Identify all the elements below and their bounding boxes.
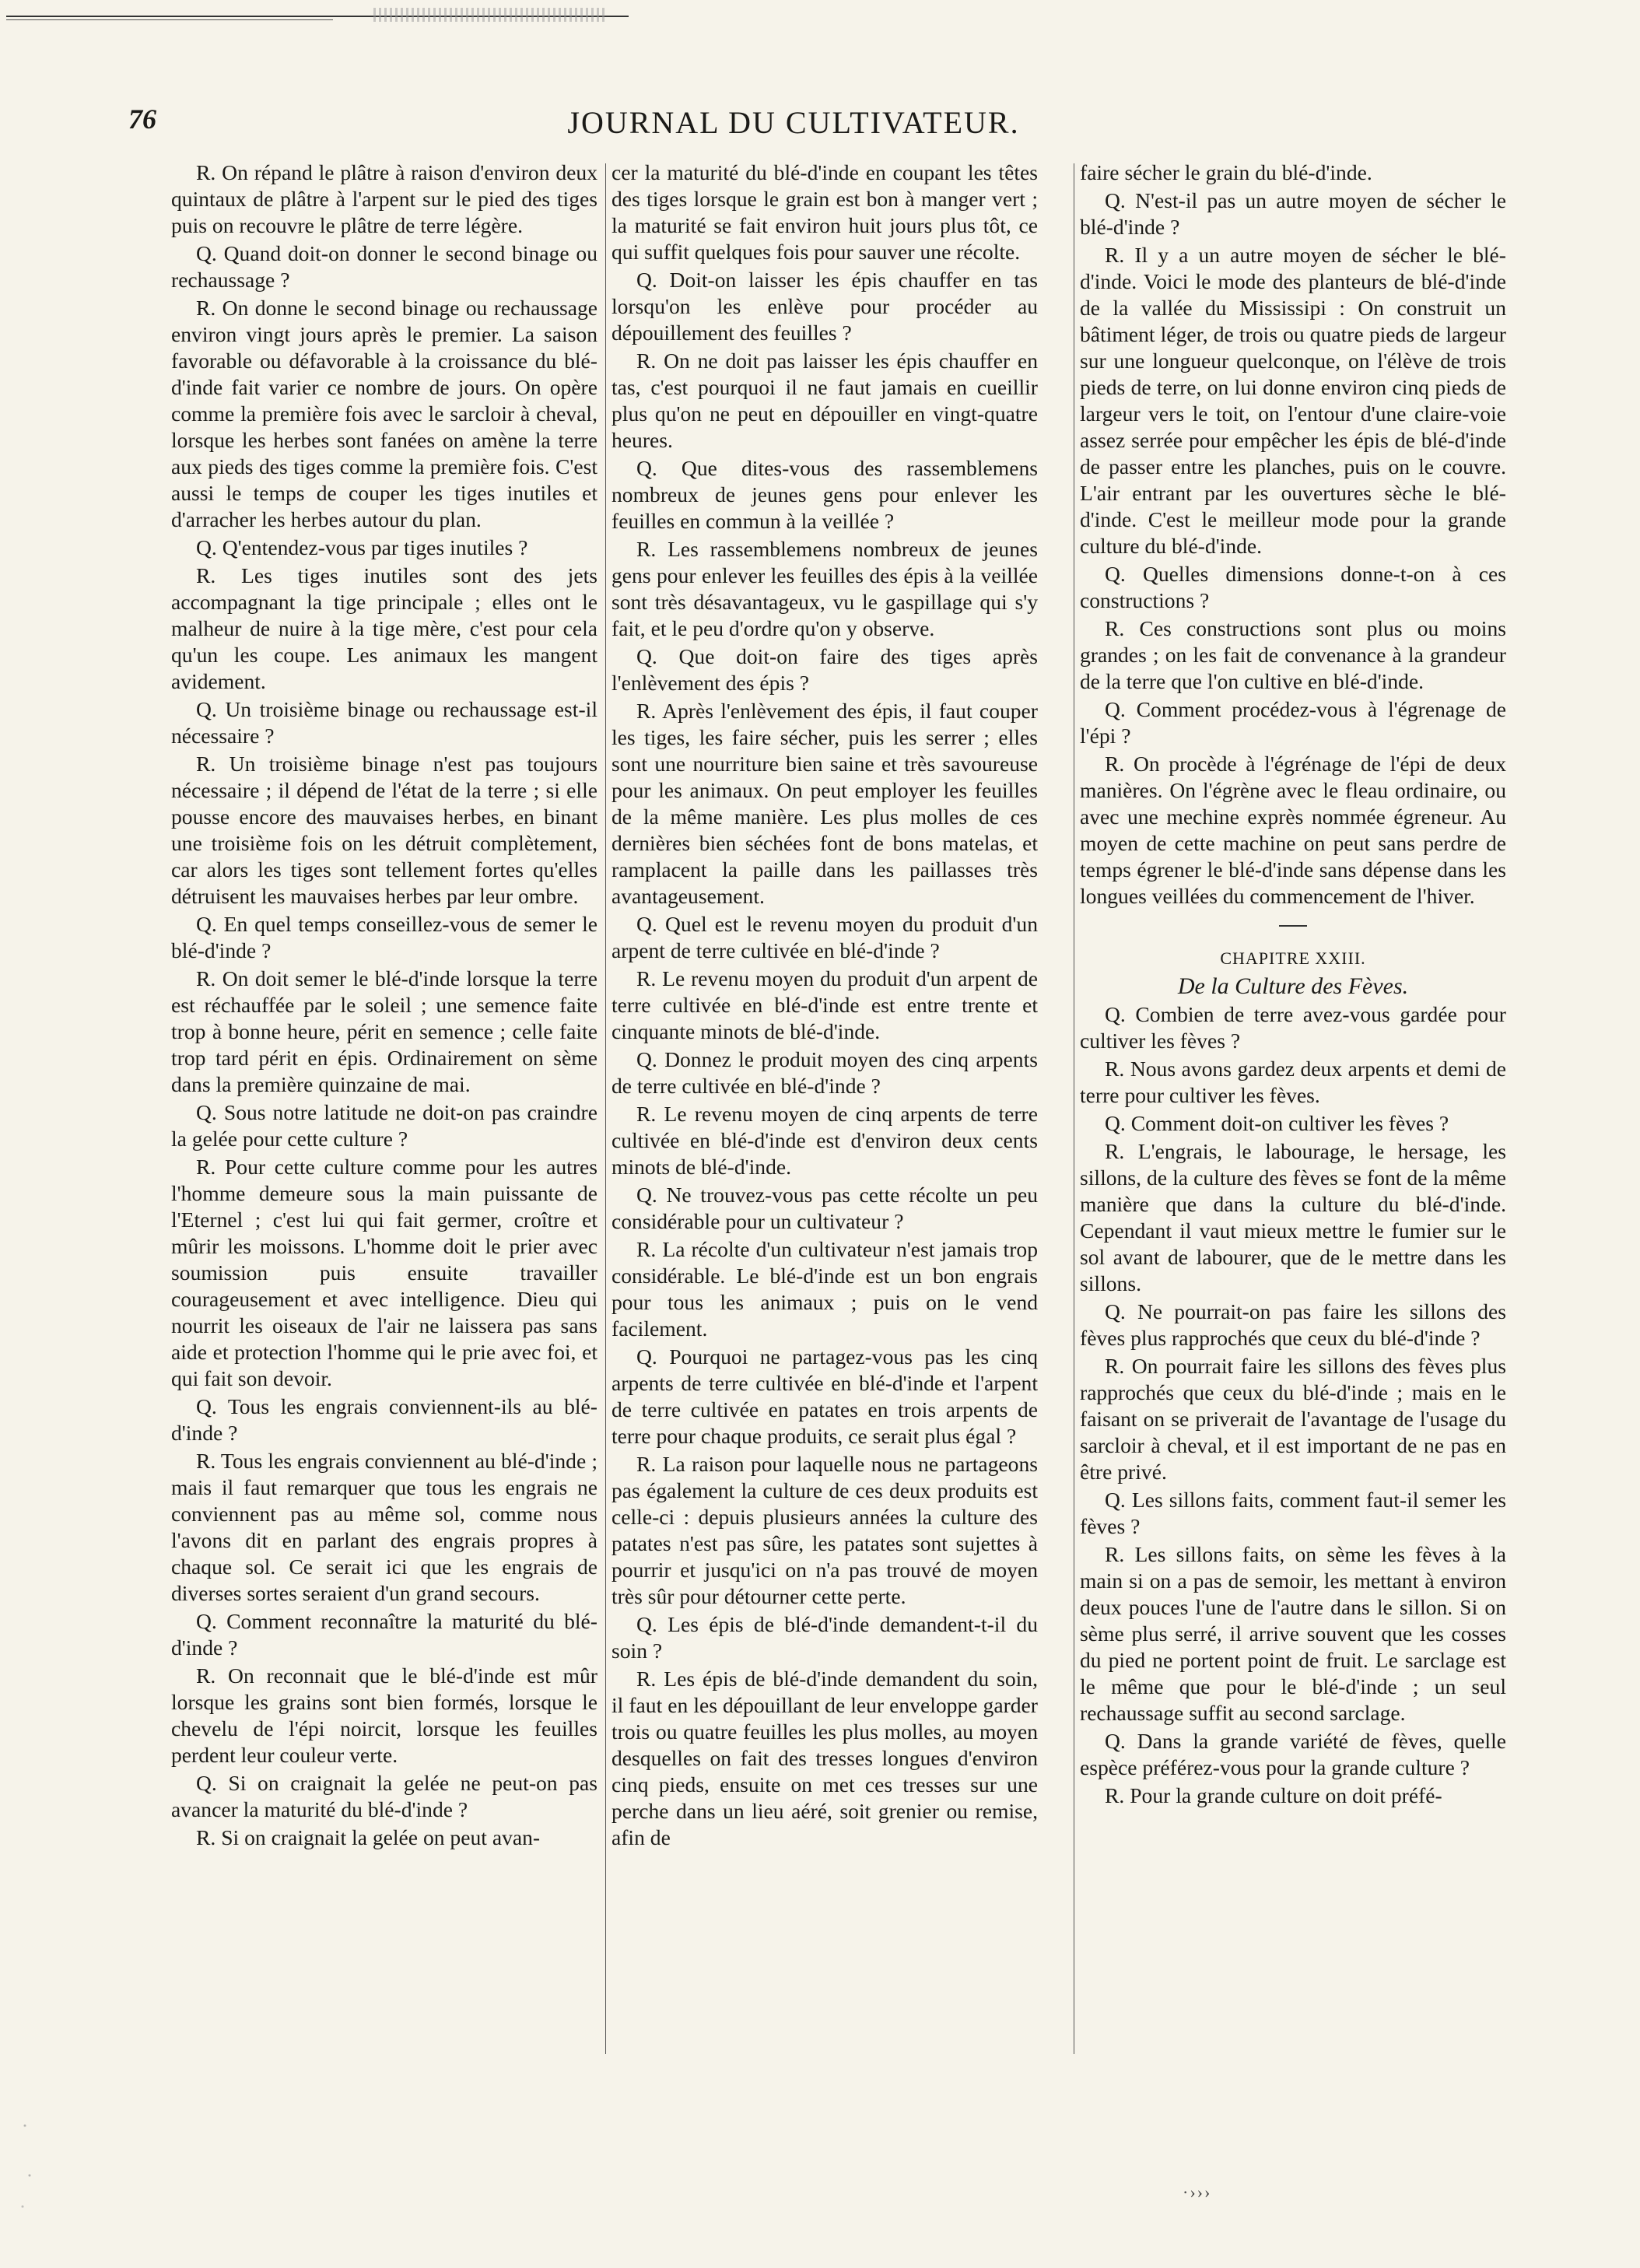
text-column-1: [171, 159, 597, 1853]
paragraph: R. On ne doit pas laisser les épis chauffer en tas, c'est pourquoi il ne faut jamais en cueillir plus qu'on ne peut en dépouiller en vingt-quatre heures.: [611, 349, 1038, 452]
paragraph: R. Les tiges inutiles sont des jets accompagnant la tige principale ; elles ont le malheur de nuire à la tige mère, c'est pour cela qu'un les coupe. Les animaux les mangent avidement.: [171, 563, 597, 693]
paragraph: Q. Quelles dimensions donne-t-on à ces constructions ?: [1080, 562, 1506, 612]
chapter-separator: [1279, 925, 1307, 927]
paragraph: R. On doit semer le blé-d'inde lorsque la terre est réchauffée par le soleil ; une semence faite trop à bonne heure, périt en semence ; celle faite trop tard périt en épis. Ordinairement on sème dans la première quinzaine de mai.: [171, 966, 597, 1096]
paragraph: R. Les sillons faits, on sème les fèves à la main si on a pas de semoir, les mettant à environ deux pouces l'une de l'autre dans le sillon. Si on sème plus serré, il arrive souvent que les cosses du pied ne portent point de fruit. Le sarclage est le même que pour le blé-d'inde ; un seul rechaussage suffit au second sarclage.: [1080, 1542, 1506, 1725]
paragraph: Q. Comment reconnaître la maturité du blé-d'inde ?: [171, 1609, 597, 1660]
paragraph: R. Un troisième binage n'est pas toujours nécessaire ; il dépend de l'état de la terre ; si elle pousse encore des mauvaises herbes, en binant une troisième fois on les détruit complètement, car alors les tiges sont tellement fortes qu'elles détruisent les mauvaises herbes par leur ombre.: [171, 752, 597, 908]
print-smudge: [373, 8, 607, 22]
paragraph: Q. Combien de terre avez-vous gardée pour cultiver les fèves ?: [1080, 1002, 1506, 1053]
chapter-subtitle: De la Culture des Fèves.: [1177, 973, 1409, 999]
paragraph: R. L'engrais, le labourage, le hersage, les sillons, de la culture des fèves se font de la même manière que dans la culture du blé-d'inde. Cependant il vaut mieux mettre le fumier sur le sol avant de labourer, que de le mettre dans les sillons.: [1080, 1139, 1506, 1295]
paragraph: R. La récolte d'un cultivateur n'est jamais trop considérable. Le blé-d'inde est un bon engrais pour tous les animaux ; puis on le vend facilement.: [611, 1237, 1038, 1341]
paragraph: R. Pour cette culture comme pour les autres l'homme demeure sous la main puissante de l'Eternel ; c'est lui qui fait germer, croître et mûrir les moissons. L'homme doit le prier avec soumission puis ensuite travailler courageusement et avec intelligence. Dieu qui nourrit les oiseaux de l'air ne laissera pas sans aide et protection l'homme qui le prie avec foi, et qui fait son devoir.: [171, 1155, 597, 1390]
paragraph: R. Nous avons gardez deux arpents et demi de terre pour cultiver les fèves.: [1080, 1057, 1506, 1107]
paragraph: R. Le revenu moyen du produit d'un arpent de terre cultivée en blé-d'inde est entre trente et cinquante minots de blé-d'inde.: [611, 966, 1038, 1043]
paragraph: Q. Que dites-vous des rassemblemens nombreux de jeunes gens pour enlever les feuilles en commun à la veillée ?: [611, 456, 1038, 533]
paragraph: R. Il y a un autre moyen de sécher le blé-d'inde. Voici le mode des planteurs de blé-d'inde de la vallée du Mississipi : On construit un bâtiment léger, de trois ou quatre pieds de largeur sur une longueur quelconque, on l'élève de trois pieds de terre, on lui donne environ cinq pieds de largeur vers le toit, on l'entour d'une claire-voie assez serrée pour empêcher les épis de blé-d'inde de passer entre les planches, puis on le couvre. L'air entrant par les ouvertures sèche le blé-d'inde. C'est le meilleur mode pour la grande culture du blé-d'inde.: [1080, 243, 1506, 558]
paragraph: Q. Les sillons faits, comment faut-il semer les fèves ?: [1080, 1488, 1506, 1538]
paragraph: Q. Q'entendez-vous par tiges inutiles ?: [196, 535, 528, 559]
paragraph: Q. Comment doit-on cultiver les fèves ?: [1105, 1111, 1449, 1135]
chapter-title: CHAPITRE XXIII.: [1220, 948, 1366, 968]
print-mark: ·›››: [1183, 2182, 1212, 2202]
paragraph: Q. Dans la grande variété de fèves, quelle espèce préférez-vous pour la grande culture ?: [1080, 1729, 1506, 1779]
paragraph: Q. Sous notre latitude ne doit-on pas craindre la gelée pour cette culture ?: [171, 1100, 597, 1151]
paragraph: cer la maturité du blé-d'inde en coupant les têtes des tiges lorsque le grain est bon à manger vert ; la maturité se fait environ huit jours plus tôt, ce qui suffit quelques fois pour sauver une récolte.: [611, 160, 1038, 264]
paragraph: R. Après l'enlèvement des épis, il faut couper les tiges, les faire sécher, puis les serrer ; elles sont une nourriture bien saine et très savoureuse pour les animaux. On peut employer les feuilles de la même manière. Les plus molles de ces dernières bien séchées font de bons matelas, et ramplacent la paille dans les paillasses très avantageusement.: [611, 699, 1038, 908]
paragraph: R. Les épis de blé-d'inde demandent du soin, il faut en les dépouillant de leur enveloppe garder trois ou quatre feuilles les plus molles, au moyen desquelles on fait des tresses longues d'environ cinq pieds, ensuite on met ces tresses sur une perche dans un lieu aéré, soit grenier ou remise, afin de: [611, 1667, 1038, 1849]
paragraph: faire sécher le grain du blé-d'inde.: [1080, 160, 1372, 184]
column-divider-1: [605, 163, 606, 2054]
paragraph: R. On donne le second binage ou rechaussage environ vingt jours après le premier. La saison favorable ou défavorable à la croissance du blé-d'inde fait varier ce nombre de jours. On opère comme la première fois avec le sarcloir à cheval, lorsque les herbes sont fanées on amène la terre aux pieds des tiges comme la première fois. C'est aussi le temps de couper les tiges inutiles et d'arracher les herbes autour du plan.: [171, 296, 597, 531]
paragraph: R. Pour la grande culture on doit préfé-: [1105, 1783, 1442, 1807]
paragraph: Q. Quand doit-on donner le second binage ou rechaussage ?: [171, 241, 597, 292]
paragraph: R. Le revenu moyen de cinq arpents de terre cultivée en blé-d'inde est d'environ deux cents minots de blé-d'inde.: [611, 1102, 1038, 1179]
paragraph: Q. Les épis de blé-d'inde demandent-t-il du soin ?: [611, 1612, 1038, 1663]
paragraph: Q. Quel est le revenu moyen du produit d'un arpent de terre cultivée en blé-d'inde ?: [611, 912, 1038, 962]
paragraph: R. On répand le plâtre à raison d'environ deux quintaux de plâtre à l'arpent sur le pied des tiges puis on recouvre le plâtre de terre légère.: [171, 160, 597, 237]
paragraph: R. On procède à l'égrénage de l'épi de deux manières. On l'égrène avec le fleau ordinaire, ou avec une mechine exprès nommée égreneur. Au moyen de cette machine on peut sans perdre de temps égrener le blé-d'inde sans dépense dans les longues veillées du commencement de l'hiver.: [1080, 752, 1506, 908]
text-column-2: [611, 159, 1038, 1853]
journal-title: JOURNAL DU CULTIVATEUR.: [567, 105, 1020, 140]
paragraph: Q. Ne pourrait-on pas faire les sillons des fèves plus rapprochés que ceux du blé-d'inde ?: [1080, 1299, 1506, 1350]
paragraph: Q. En quel temps conseillez-vous de semer le blé-d'inde ?: [171, 912, 597, 962]
paragraph: R. On reconnait que le blé-d'inde est mûr lorsque les grains sont bien formés, lorsque le chevelu de l'épi noircit, lorsque les feuilles perdent leur couleur verte.: [171, 1663, 597, 1767]
paragraph: R. Tous les engrais conviennent au blé-d'inde ; mais il faut remarquer que tous les engrais ne conviennent pas au même sol, comme nous l'avons dit en parlant des engrais propres à chaque sol. Ce serait ici que les engrais de diverses sortes seraient d'un grand secours.: [171, 1449, 597, 1605]
paragraph: Q. Tous les engrais conviennent-ils au blé-d'inde ?: [171, 1394, 597, 1445]
text-column-3: [1080, 159, 1506, 1811]
paragraph: R. La raison pour laquelle nous ne partageons pas également la culture de ces deux produits est celle-ci : depuis plusieurs années la culture des patates n'est pas sûre, les patates sont sujettes à pourrir et jusqu'ici on n'a pas trouvé de moyen très sûr pour détourner cette perte.: [611, 1452, 1038, 1608]
paragraph: R. On pourrait faire les sillons des fèves plus rapprochés que ceux du blé-d'inde ; mais en le faisant on se priverait de l'avantage de l'usage du sarcloir à cheval, et il est important de ne pas en être privé.: [1080, 1354, 1506, 1484]
paragraph: Q. Pourquoi ne partagez-vous pas les cinq arpents de terre cultivée en blé-d'inde et l'arpent de terre cultivée en patates en trois arpents de terre pour chaque produits, ce serait plus égal ?: [611, 1344, 1038, 1448]
paragraph: Q. Si on craignait la gelée ne peut-on pas avancer la maturité du blé-d'inde ?: [171, 1771, 597, 1821]
top-rule-thin: [6, 19, 333, 20]
paragraph: Q. Un troisième binage ou rechaussage est-il nécessaire ?: [171, 697, 597, 748]
paragraph: R. Ces constructions sont plus ou moins grandes ; on les fait de convenance à la grandeur de la terre que l'on cultive en blé-d'inde.: [1080, 616, 1506, 693]
margin-specks: [16, 2101, 39, 2225]
paragraph: Q. Donnez le produit moyen des cinq arpents de terre cultivée en blé-d'inde ?: [611, 1047, 1038, 1098]
page-number: 76: [128, 103, 156, 135]
paragraph: Q. Ne trouvez-vous pas cette récolte un peu considérable pour un cultivateur ?: [611, 1183, 1038, 1233]
paragraph: Q. N'est-il pas un autre moyen de sécher le blé-d'inde ?: [1080, 188, 1506, 239]
paragraph: Q. Que doit-on faire des tiges après l'enlèvement des épis ?: [611, 644, 1038, 695]
page-header: [0, 103, 1556, 149]
paragraph: R. Si on craignait la gelée on peut avan-: [196, 1825, 541, 1849]
paragraph: Q. Comment procédez-vous à l'égrenage de l'épi ?: [1080, 697, 1506, 748]
paragraph: Q. Doit-on laisser les épis chauffer en tas lorsqu'on les enlève pour procéder au dépouillement des feuilles ?: [611, 268, 1038, 345]
paragraph: R. Les rassemblemens nombreux de jeunes gens pour enlever les feuilles des épis à la veillée sont très désavantageux, vu le gaspillage qui s'y fait, et le peu d'ordre qu'on y observe.: [611, 537, 1038, 640]
